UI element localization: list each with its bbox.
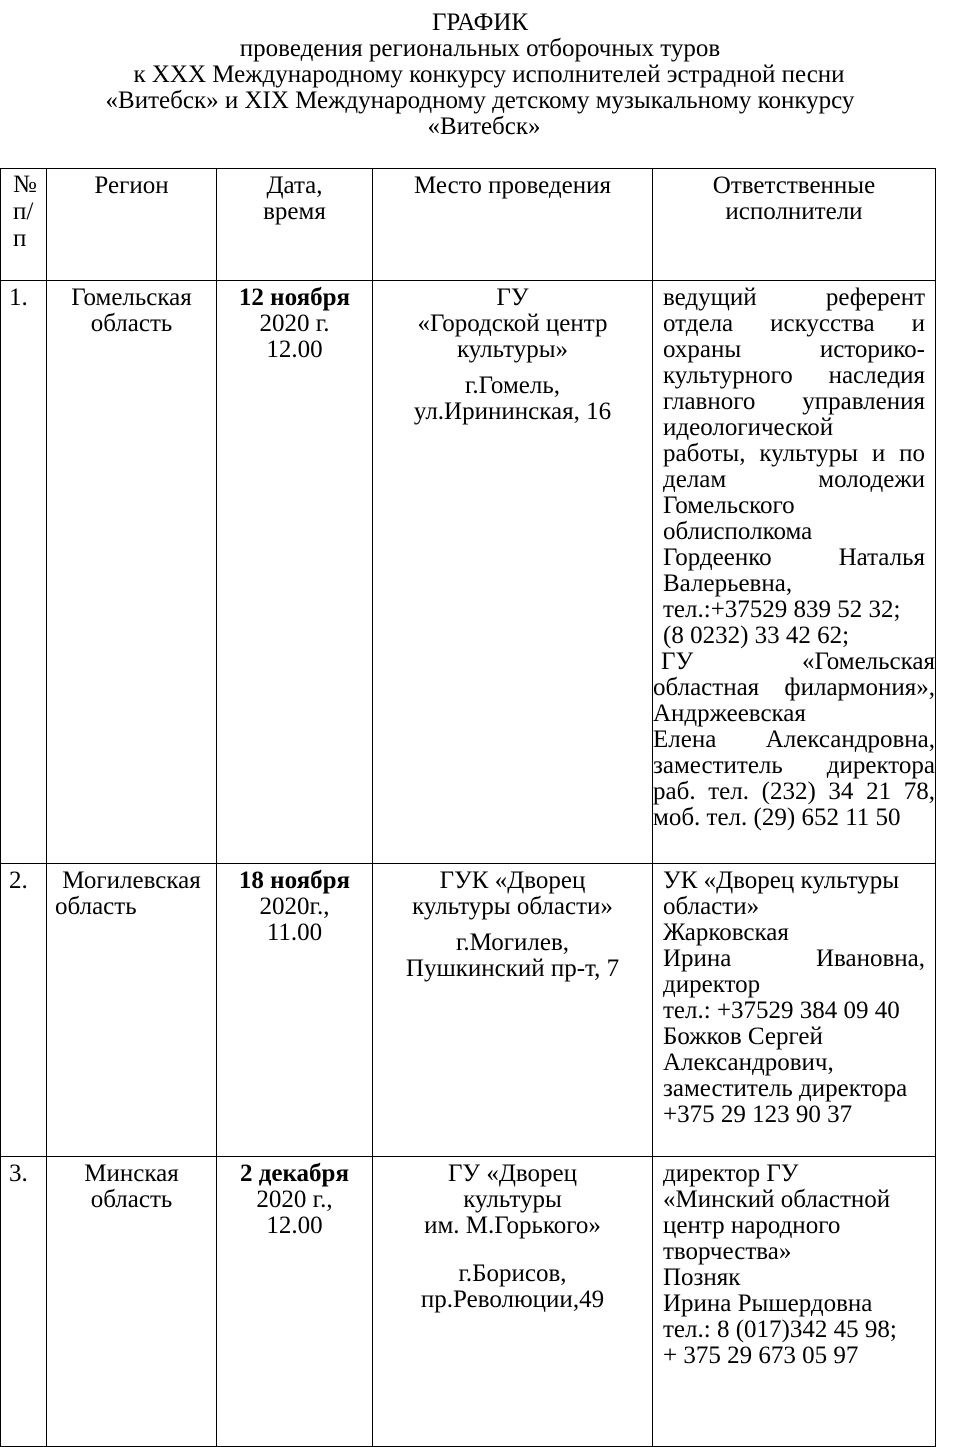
row-date: 18 ноября 2020г., 11.00 — [217, 864, 373, 1157]
responsible-contact: УК «Дворец культуры области» Жарковская Ирина Ивановна, директор тел.: +37529 384 09 40 Божков Сергей Александрович, заместитель директора +375 29 123 90 37 — [663, 867, 925, 1128]
table-row — [1, 281, 936, 864]
row-region: Могилевская область — [47, 864, 217, 1157]
table-header-row — [1, 169, 936, 281]
document-header — [0, 10, 960, 140]
row-num: 2. — [1, 864, 47, 1157]
header-line-3: к XXX Международному конкурсу исполнителей эстрадной песни — [133, 61, 845, 88]
header-line-2: проведения региональных отборочных туров — [239, 35, 721, 62]
row-responsible — [653, 1157, 936, 1447]
header-title: ГРАФИК — [431, 9, 529, 36]
row-region: Минская область — [47, 1157, 217, 1447]
table-row — [1, 1157, 936, 1447]
row-region: Гомельская область — [47, 281, 217, 864]
row-place: ГУ «Городской центр культуры» г.Гомель, ул.Ирининская, 16 — [373, 281, 653, 864]
header-responsible: Ответственные исполнители — [653, 169, 936, 281]
responsible-contact-1: ведущий референт отдела искусства и охраны историко- культурного наследия главного управления идеологической работы, культуры и по делам молодежи Гомельского облисполкома Гордеенко Наталья Валерьевна, тел.:+37529 839 52 32; (8 0232) 33 42 62; — [663, 284, 925, 649]
schedule-table — [0, 168, 936, 1447]
row-num: 1. — [1, 281, 47, 864]
responsible-contact-2: ГУ «Гомельская областная филармония», Андржеевская Елена Александровна, заместитель директора раб. тел. (232) 34 21 78, моб. тел. (29) 652 11 50 — [653, 648, 935, 831]
row-responsible — [653, 864, 936, 1157]
row-num: 3. — [1, 1157, 47, 1447]
header-place: Место проведения — [373, 169, 653, 281]
row-place: ГУ «Дворец культуры им. М.Горького» г.Борисов, пр.Революции,49 — [373, 1157, 653, 1447]
row-responsible — [653, 281, 936, 864]
header-region: Регион — [47, 169, 217, 281]
header-line-5: «Витебск» — [427, 113, 541, 140]
responsible-contact: директор ГУ «Минский областной центр народного творчества» Позняк Ирина Рышердовна тел.: 8 (017)342 45 98; + 375 29 673 05 97 — [663, 1160, 897, 1369]
header-num: № п/ п — [1, 169, 47, 281]
header-date: Дата, время — [217, 169, 373, 281]
row-date: 2 декабря 2020 г., 12.00 — [217, 1157, 373, 1447]
header-line-4: «Витебск» и XIX Международному детскому музыкальному конкурсу — [105, 87, 855, 114]
row-place: ГУК «Дворец культуры области» г.Могилев, Пушкинский пр-т, 7 — [373, 864, 653, 1157]
row-date: 12 ноября 2020 г. 12.00 — [217, 281, 373, 864]
table-row — [1, 864, 936, 1157]
